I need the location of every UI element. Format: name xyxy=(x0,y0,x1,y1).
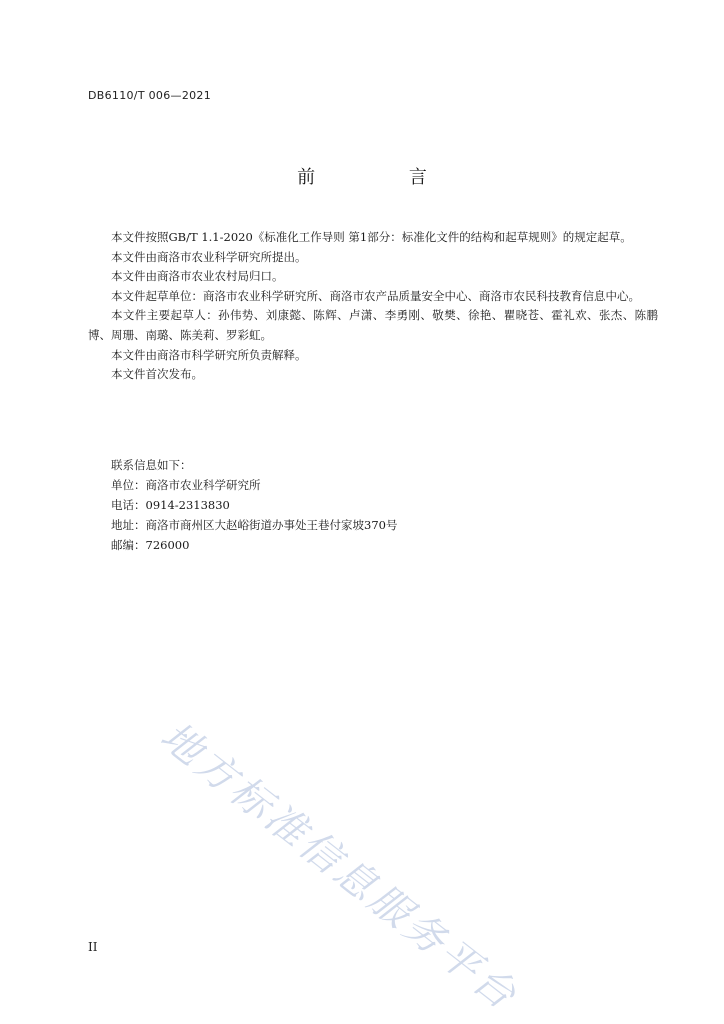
page-number: II xyxy=(88,940,98,954)
paragraph-proposer: 本文件由商洛市农业科学研究所提出。 xyxy=(111,249,307,264)
header-divider xyxy=(88,106,636,107)
watermark: 地方标准信息服务平台 xyxy=(151,713,527,1021)
contact-phone: 电话：0914-2313830 xyxy=(111,498,230,512)
paragraph-interpretation: 本文件由商洛市科学研究所负责解释。 xyxy=(111,347,307,362)
paragraph-standard-basis: 本文件按照GB/T 1.1-2020《标准化工作导则 第1部分：标准化文件的结构和起草规则》的规定起草。 xyxy=(111,230,632,244)
paragraph-first-release: 本文件首次发布。 xyxy=(111,367,203,382)
section-title: 前 言 xyxy=(297,167,471,188)
contact-heading: 联系信息如下： xyxy=(111,458,192,472)
contact-unit: 单位：商洛市农业科学研究所 xyxy=(111,478,261,492)
document-code: DB6110/T 006—2021 xyxy=(88,89,212,102)
paragraph-drafting-units: 本文件起草单位：商洛市农业科学研究所、商洛市农产品质量安全中心、商洛市农民科技教育信息中心。 xyxy=(111,288,640,303)
paragraph-centralized-unit: 本文件由商洛市农业农村局归口。 xyxy=(111,269,284,284)
contact-info xyxy=(111,455,397,555)
foreword-body xyxy=(88,228,658,385)
paragraph-drafters: 本文件主要起草人：孙伟势、刘康懿、陈辉、卢潇、李勇刚、敬樊、徐艳、瞿晓苍、霍礼欢、张杰、陈鹏博、周珊、南璐、陈美莉、罗彩虹。 xyxy=(88,308,658,342)
contact-address: 地址：商洛市商州区大赵峪街道办事处王巷付家坡370号 xyxy=(111,518,398,532)
contact-postcode: 邮编：726000 xyxy=(111,538,190,552)
